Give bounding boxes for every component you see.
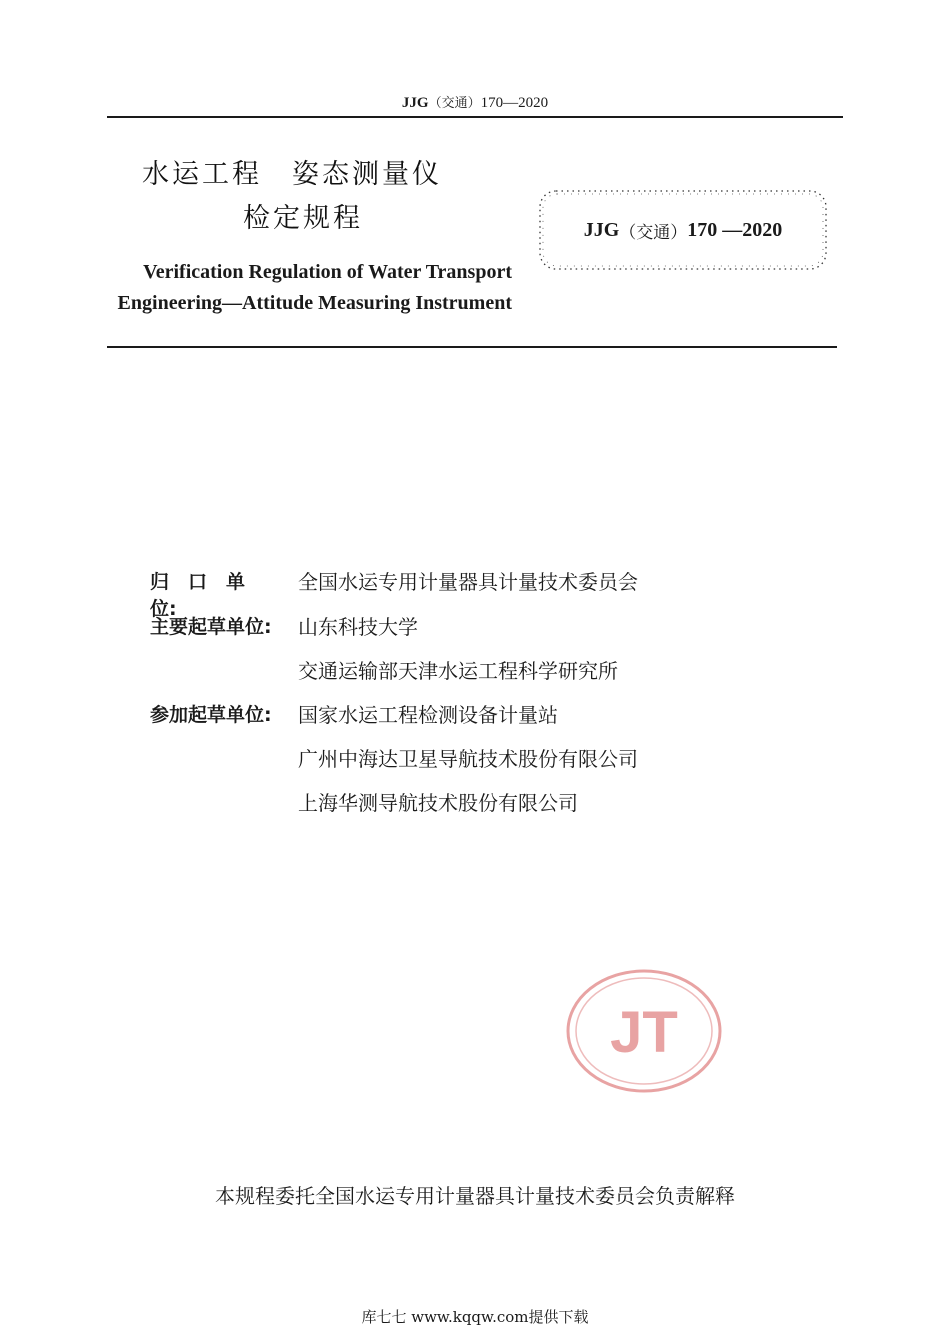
org-participating-drafter-3: 上海华测导航技术股份有限公司 bbox=[298, 791, 578, 815]
title-cn-line2: 检定规程 bbox=[243, 203, 363, 234]
org-administrator: 全国水运专用计量器具计量技术委员会 bbox=[298, 570, 638, 594]
org-label-participating-drafters: 参加起草单位: bbox=[150, 704, 272, 726]
jt-stamp bbox=[565, 968, 723, 1094]
header-code-paren: （交通） bbox=[428, 96, 481, 111]
download-footer: 库七七 www.kqqw.com提供下载 bbox=[361, 1308, 589, 1326]
title-cn-line1: 水运工程 姿态测量仪 bbox=[142, 159, 442, 190]
title-en-line2: Engineering—Attitude Measuring Instrument bbox=[117, 292, 512, 314]
header-code-prefix: JJG bbox=[401, 95, 429, 111]
interpretation-note: 本规程委托全国水运专用计量器具计量技术委员会负责解释 bbox=[215, 1184, 735, 1208]
jt-stamp-text: JT bbox=[610, 1000, 678, 1065]
code-box-number: 170 —2020 bbox=[687, 218, 783, 241]
title-rule bbox=[107, 346, 837, 348]
code-box-prefix: JJG bbox=[583, 218, 620, 241]
title-en-line1: Verification Regulation of Water Transport bbox=[143, 261, 512, 283]
org-participating-drafter-2: 广州中海达卫星导航技术股份有限公司 bbox=[298, 747, 638, 771]
header-rule bbox=[107, 116, 843, 118]
standard-code-box bbox=[537, 188, 829, 272]
jt-stamp-graphic bbox=[565, 968, 723, 1094]
header-standard-code bbox=[0, 92, 950, 112]
header-code-number: 170—2020 bbox=[480, 95, 549, 111]
org-participating-drafter-1: 国家水运工程检测设备计量站 bbox=[298, 703, 558, 727]
org-label-administrator: 归 口 单 位: bbox=[150, 571, 265, 620]
code-box-paren: （交通） bbox=[619, 222, 688, 243]
org-main-drafter-1: 山东科技大学 bbox=[298, 615, 418, 639]
org-label-main-drafters: 主要起草单位: bbox=[150, 616, 272, 638]
org-main-drafter-2: 交通运输部天津水运工程科学研究所 bbox=[298, 659, 618, 683]
